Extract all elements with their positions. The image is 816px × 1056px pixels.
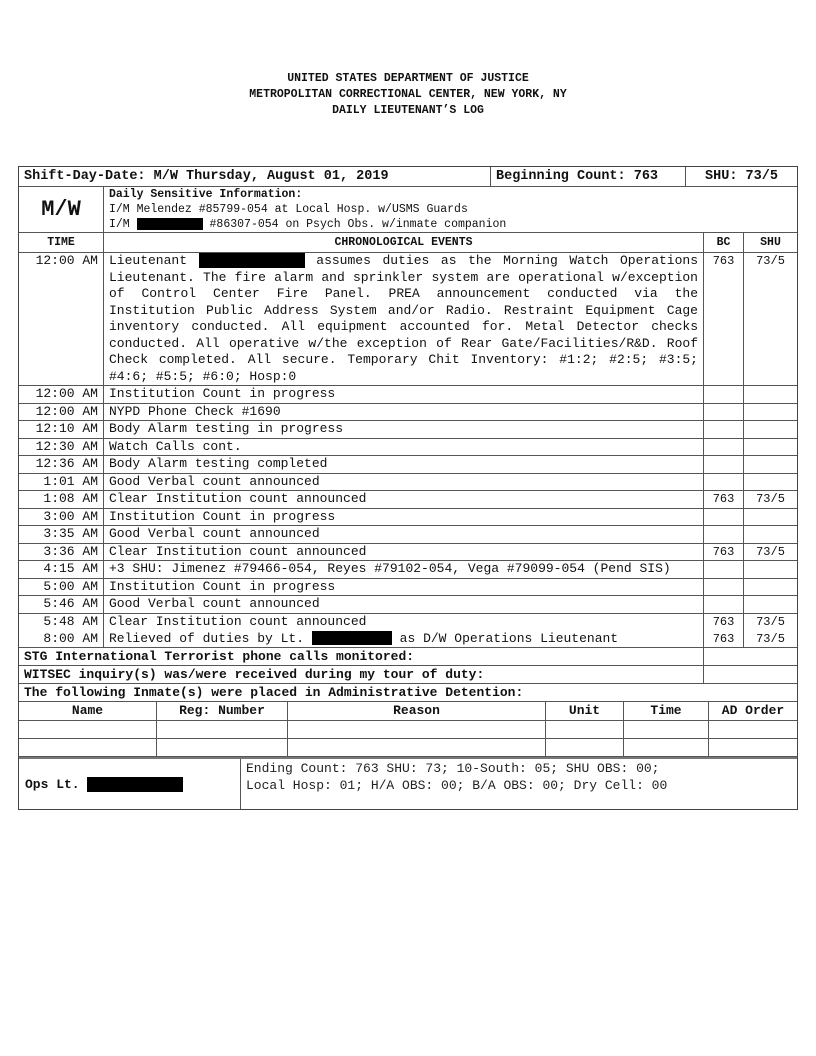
event-shu	[744, 386, 797, 403]
event-shu	[744, 421, 797, 438]
event-shu	[744, 526, 797, 543]
event-bc	[704, 386, 744, 403]
col-time: TIME	[19, 233, 104, 252]
event-text: NYPD Phone Check #1690	[104, 404, 704, 421]
ad-cell	[19, 739, 157, 756]
event-time: 5:00 AM	[19, 579, 104, 596]
footer-row	[19, 757, 797, 809]
ops-label: Ops Lt.	[25, 777, 80, 792]
event-row	[19, 404, 797, 422]
ad-col-name: Name	[19, 702, 157, 720]
event-row-last	[19, 631, 797, 649]
col-shu: SHU	[760, 236, 781, 249]
event-time: 8:00 AM	[19, 631, 104, 648]
event-row	[19, 474, 797, 492]
sensitive-line-1: I/M Melendez #85799-054 at Local Hosp. w/USMS Guards	[109, 203, 468, 216]
event-shu: 73/5	[756, 492, 785, 506]
event-text-body: assumes duties as the Morning Watch Operations Lieutenant. The fire alarm and sprinkler system are operational w/exception of Control Center Fire Panel. PREA announcement conducted via the Institution Public Address System and/or Radio. Restraint Equipment Cage inventory conducted. All equipment accounted for. Metal Detector checks conducted. All operative w/the exception of Rear Gate/Facilities/R&D. Roof Check completed. All secure. Temporary Chit Inventory: #1:2; #2:5; #3:5; #4:6; #5:5; #6:0; Hosp:0	[109, 253, 698, 384]
event-row	[19, 439, 797, 457]
admin-detention-row	[19, 684, 797, 702]
event-bc	[704, 439, 744, 456]
event-shu	[744, 404, 797, 421]
event-shu	[744, 561, 797, 578]
event-bc	[704, 561, 744, 578]
ad-cell	[546, 739, 624, 756]
ad-header-row	[19, 702, 797, 721]
event-text	[104, 631, 704, 648]
column-header-row	[19, 233, 797, 253]
event-text-prefix: Relieved of duties by Lt.	[109, 630, 305, 646]
col-bc: BC	[704, 233, 744, 252]
event-bc: 763	[704, 614, 744, 631]
event-shu: 73/5	[756, 614, 785, 629]
redaction-bar	[137, 218, 203, 230]
event-time: 12:10 AM	[19, 421, 104, 438]
event-text: Watch Calls cont.	[104, 439, 704, 456]
event-row	[19, 386, 797, 404]
document-header	[0, 71, 816, 119]
header-agency: UNITED STATES DEPARTMENT OF JUSTICE	[287, 72, 529, 85]
event-bc	[704, 456, 744, 473]
ad-col-unit: Unit	[546, 702, 624, 720]
admin-detention-label: The following Inmate(s) were placed in Administrative Detention:	[24, 685, 524, 700]
event-bc: 763	[704, 631, 744, 648]
event-text: Clear Institution count announced	[104, 614, 704, 631]
event-row	[19, 544, 797, 562]
event-time: 5:46 AM	[19, 596, 104, 613]
event-row	[19, 526, 797, 544]
event-text: Body Alarm testing in progress	[104, 421, 704, 438]
event-shu	[744, 509, 797, 526]
event-shu: 73/5	[756, 254, 785, 268]
ad-col-time: Time	[624, 702, 709, 720]
event-time: 4:15 AM	[19, 561, 104, 578]
ad-cell	[157, 739, 288, 756]
stg-label: STG International Terrorist phone calls monitored:	[19, 648, 704, 665]
event-row	[19, 561, 797, 579]
shift-day-date: Shift-Day-Date: M/W Thursday, August 01, 2019	[19, 167, 491, 186]
event-text	[104, 253, 704, 385]
event-shu: 73/5	[756, 631, 785, 646]
event-row	[19, 614, 797, 631]
event-text: Institution Count in progress	[104, 579, 704, 596]
stg-value	[704, 648, 797, 665]
sensitive-info	[104, 187, 797, 232]
ad-col-order: AD Order	[721, 703, 785, 718]
event-row	[19, 509, 797, 527]
event-bc: 763	[704, 544, 744, 561]
ending-counts	[241, 759, 797, 809]
ad-col-reason: Reason	[288, 702, 546, 720]
sensitive-title: Daily Sensitive Information:	[109, 188, 303, 201]
sensitive-line-2	[109, 217, 792, 232]
event-row	[19, 579, 797, 597]
sensitive-line-2-suffix: #86307-054 on Psych Obs. w/inmate companion	[209, 218, 507, 231]
lieutenant-log-table	[18, 166, 798, 810]
ad-cell	[288, 721, 546, 738]
ad-cell	[624, 739, 709, 756]
event-time: 3:35 AM	[19, 526, 104, 543]
ad-cell	[546, 721, 624, 738]
event-text: Clear Institution count announced	[104, 544, 704, 561]
event-shu	[744, 456, 797, 473]
beginning-count: Beginning Count: 763	[491, 167, 686, 186]
event-row	[19, 456, 797, 474]
event-time: 12:36 AM	[19, 456, 104, 473]
event-text: Institution Count in progress	[104, 386, 704, 403]
witsec-row	[19, 666, 797, 684]
header-facility: METROPOLITAN CORRECTIONAL CENTER, NEW YORK, NY	[249, 88, 567, 101]
event-bc	[704, 404, 744, 421]
event-bc	[704, 474, 744, 491]
ad-col-reg: Reg: Number	[157, 702, 288, 720]
witsec-value	[704, 666, 797, 683]
ending-counts-line-2: Local Hosp: 01; H/A OBS: 00; B/A OBS: 00; Dry Cell: 00	[246, 778, 668, 793]
ad-cell	[709, 721, 797, 738]
event-rows	[19, 386, 797, 631]
event-bc	[704, 596, 744, 613]
shu-count: SHU: 73/5	[705, 169, 778, 184]
sensitive-line-2-prefix: I/M	[109, 218, 130, 231]
ad-cell	[624, 721, 709, 738]
event-text-prefix: Lieutenant	[109, 253, 188, 268]
event-text: Good Verbal count announced	[104, 474, 704, 491]
event-shu: 73/5	[756, 544, 785, 559]
redaction-bar	[199, 253, 305, 268]
event-time: 1:08 AM	[19, 491, 104, 508]
event-bc: 763	[704, 491, 744, 508]
event-time: 1:01 AM	[19, 474, 104, 491]
ending-counts-line-1: Ending Count: 763 SHU: 73; 10-South: 05; SHU OBS: 00;	[246, 761, 660, 776]
event-row	[19, 596, 797, 614]
ad-blank-row	[19, 721, 797, 739]
event-shu	[744, 596, 797, 613]
event-time: 12:00 AM	[19, 253, 104, 385]
ad-cell	[288, 739, 546, 756]
ops-lieutenant	[19, 759, 241, 809]
event-text: Institution Count in progress	[104, 509, 704, 526]
event-bc	[704, 579, 744, 596]
event-shu	[744, 579, 797, 596]
event-text: +3 SHU: Jimenez #79466-054, Reyes #79102-054, Vega #79099-054 (Pend SIS)	[104, 561, 704, 578]
event-time: 12:30 AM	[19, 439, 104, 456]
stg-row	[19, 648, 797, 666]
event-shu	[744, 439, 797, 456]
ad-cell	[709, 739, 797, 756]
shift-info-row	[19, 167, 797, 187]
event-text: Good Verbal count announced	[104, 596, 704, 613]
event-time: 3:36 AM	[19, 544, 104, 561]
event-row	[19, 421, 797, 439]
event-text-suffix: as D/W Operations Lieutenant	[399, 630, 619, 646]
redaction-bar	[312, 631, 392, 645]
shift-code: M/W	[19, 187, 104, 232]
event-time: 5:48 AM	[19, 614, 104, 631]
event-time: 12:00 AM	[19, 404, 104, 421]
event-text: Body Alarm testing completed	[104, 456, 704, 473]
event-text: Good Verbal count announced	[104, 526, 704, 543]
ad-cell	[19, 721, 157, 738]
sensitive-info-row	[19, 187, 797, 233]
event-bc	[704, 421, 744, 438]
ad-blank-row	[19, 739, 797, 757]
event-bc	[704, 526, 744, 543]
event-row	[19, 491, 797, 509]
event-text: Clear Institution count announced	[104, 491, 704, 508]
event-row-first	[19, 253, 797, 386]
witsec-label: WITSEC inquiry(s) was/were received during my tour of duty:	[19, 666, 704, 683]
redaction-bar	[87, 777, 183, 792]
ad-cell	[157, 721, 288, 738]
col-events: CHRONOLOGICAL EVENTS	[104, 233, 704, 252]
event-bc: 763	[704, 253, 744, 385]
event-bc	[704, 509, 744, 526]
header-log-title: DAILY LIEUTENANT’S LOG	[332, 104, 484, 117]
event-time: 12:00 AM	[19, 386, 104, 403]
event-shu	[744, 474, 797, 491]
event-time: 3:00 AM	[19, 509, 104, 526]
